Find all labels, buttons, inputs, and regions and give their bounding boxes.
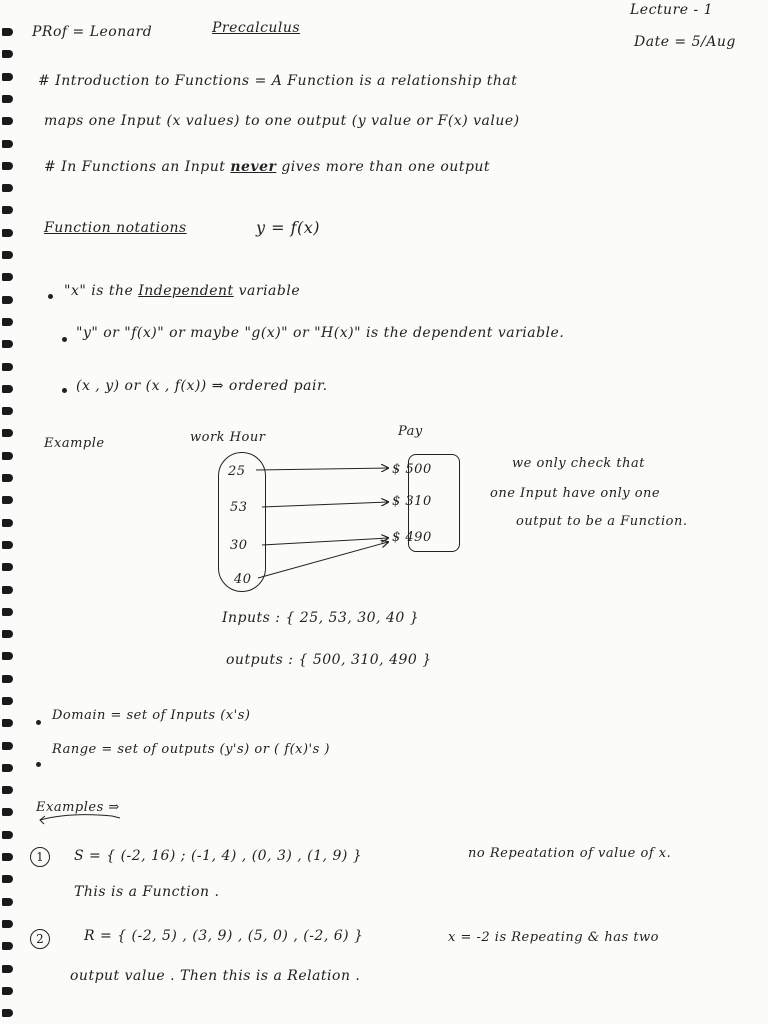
examples-underline-arrow [40, 816, 45, 824]
range-definition: Range = set of outputs (y's) or ( f(x)'s ) [52, 742, 330, 757]
subject-title: Precalculus [212, 20, 301, 36]
input-value: 53 [230, 500, 248, 515]
example-2-note: x = -2 is Repeating & has two [448, 930, 660, 945]
bullet-ordered-pair: (x , y) or (x , f(x)) ⇒ ordered pair. [76, 378, 328, 394]
note-line-2: one Input have only one [490, 486, 661, 501]
note-line-3: output to be a Function. [516, 514, 688, 529]
professor-name: PRof = Leonard [32, 24, 153, 40]
map-arrow [262, 502, 388, 507]
examples-heading: Examples ⇒ [36, 800, 120, 815]
output-value: $ 500 [392, 462, 432, 477]
example-1-note: no Repeatation of value of x. [468, 846, 672, 861]
example-2-number: 2 [30, 929, 50, 949]
intro-line-2: maps one Input (x values) to one output (y value or F(x) value) [44, 113, 520, 129]
example-label: Example [44, 436, 105, 451]
lecture-date: Date = 5/Aug [634, 34, 736, 50]
inputs-set: Inputs : { 25, 53, 30, 40 } [222, 610, 420, 626]
bullet-dependent: "y" or "f(x)" or maybe "g(x)" or "H(x)" is the dependent variable. [76, 325, 565, 341]
example-1-number: 1 [30, 847, 50, 867]
bullet-independent-prefix: "x" is the [64, 283, 134, 299]
examples-underline [40, 815, 120, 820]
input-value: 40 [234, 572, 252, 587]
map-arrow [258, 542, 388, 578]
example-2-conclusion: output value . Then this is a Relation . [70, 968, 361, 984]
bullet-independent-suffix: variable [238, 283, 301, 299]
lecture-number: Lecture - 1 [630, 2, 714, 18]
inputs-header: work Hour [190, 430, 266, 445]
example-1-conclusion: This is a Function . [74, 884, 220, 900]
bullet-dot [36, 762, 41, 767]
map-arrow [256, 468, 388, 470]
outputs-header: Pay [398, 424, 423, 439]
output-value: $ 490 [392, 530, 432, 545]
output-value: $ 310 [392, 494, 432, 509]
map-arrow [262, 538, 388, 545]
input-value: 25 [228, 464, 246, 479]
example-1-set: S = { (-2, 16) ; (-1, 4) , (0, 3) , (1, 9) } [74, 848, 363, 864]
never-word: never [230, 159, 277, 175]
intro-line-3-suffix: gives more than one output [281, 159, 491, 175]
input-value: 30 [230, 538, 248, 553]
example-2-set: R = { (-2, 5) , (3, 9) , (5, 0) , (-2, 6) } [84, 928, 364, 944]
domain-definition: Domain = set of Inputs (x's) [52, 708, 251, 723]
outputs-set: outputs : { 500, 310, 490 } [226, 652, 432, 668]
intro-line-1: # Introduction to Functions = A Function is a relationship that [38, 73, 518, 89]
notation-heading: Function notations [44, 220, 187, 236]
notation-formula: y = f(x) [256, 218, 321, 237]
intro-line-3-prefix: # In Functions an Input [44, 159, 226, 175]
independent-word: Independent [138, 283, 234, 299]
note-line-1: we only check that [512, 456, 645, 471]
bullet-dot [36, 720, 41, 725]
